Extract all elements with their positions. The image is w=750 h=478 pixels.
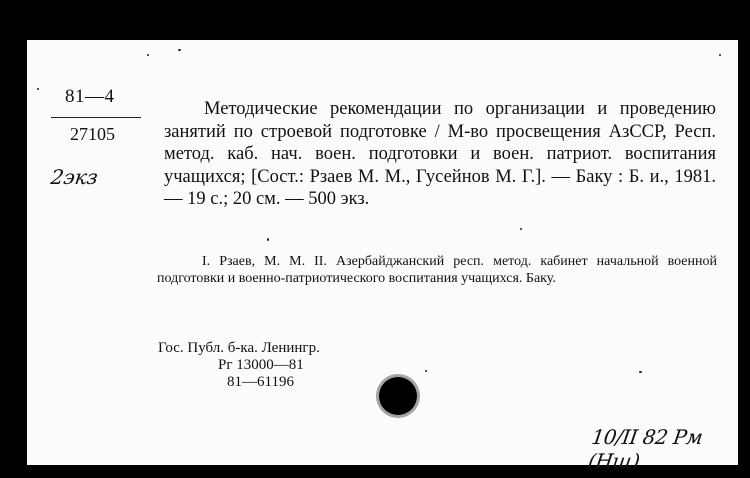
punch-hole [379, 377, 417, 415]
speck [719, 54, 721, 56]
handwritten-date-note: 10/II 82 Рм (Нщ) [586, 425, 705, 473]
speck [178, 49, 181, 51]
divider [51, 117, 141, 118]
speck [37, 88, 39, 90]
handwritten-copies-note: 2экз [49, 165, 100, 189]
speck [425, 370, 427, 372]
speck [147, 54, 149, 56]
library-stamp-line: 81—61196 [227, 374, 294, 390]
speck [639, 371, 642, 373]
main-entry-text: Методические рекомендации по организации и проведению занятий по строевой подготовке / М-во просвещения АзССР, Респ. метод. каб. нач. воен. подготовки и воен. патриот. воспитания учащихся; [Сост.: Рзаев М. М., Гусейнов М. Г.]. — Баку : Б. и., 1981. — 19 с.; 20 см. — 500 экз. [164, 99, 716, 209]
tracing-text: I. Рзаев, М. М. II. Азербайджанский респ. метод. кабинет начальной военной подготовки и военно-патриотического воспитания учащихся. Баку. [157, 254, 717, 286]
library-stamp [158, 340, 320, 391]
inventory-number: 27105 [70, 124, 115, 144]
catalog-card [27, 40, 738, 473]
library-stamp-line: Рг 13000—81 [218, 357, 304, 373]
speck [520, 228, 522, 230]
speck [267, 238, 269, 241]
class-number: 81—4 [65, 86, 115, 107]
library-stamp-line: Гос. Публ. б-ка. Ленингр. [158, 340, 320, 356]
